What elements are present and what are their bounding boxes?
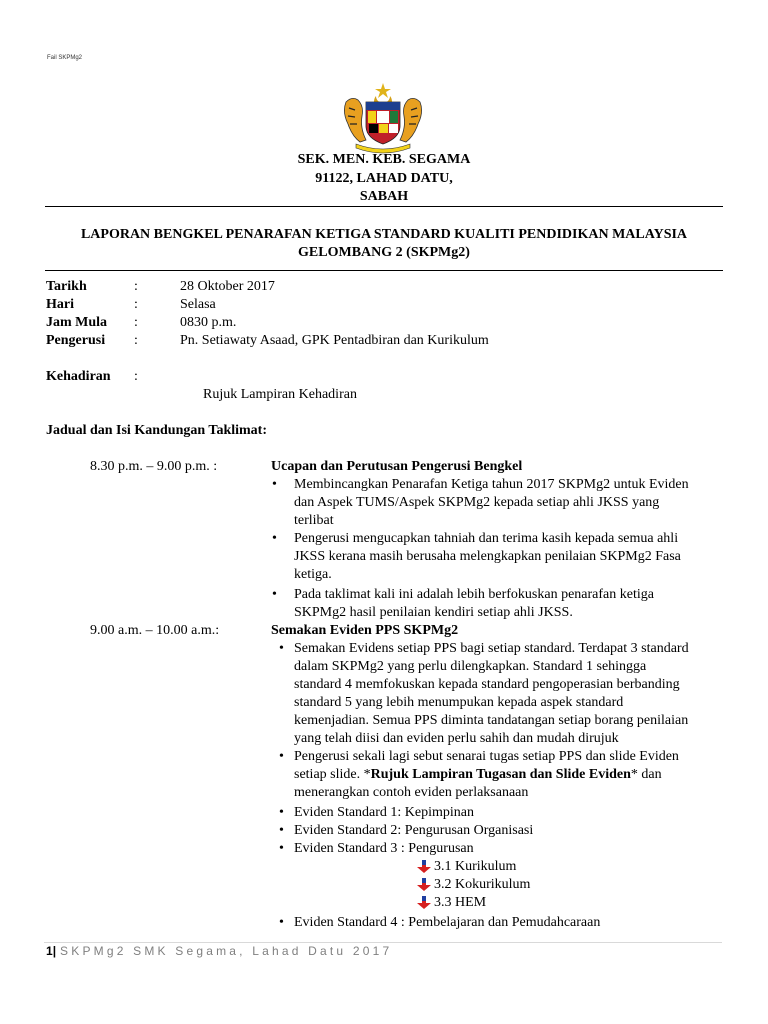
arrow-bullet-icon xyxy=(414,860,434,874)
sub-list-item: 3.1 Kurikulum xyxy=(414,858,516,876)
meta-label: Tarikh xyxy=(46,279,87,294)
bullet-icon: • xyxy=(272,531,277,546)
bullet-icon: • xyxy=(279,915,284,930)
coat-of-arms-icon xyxy=(340,82,426,154)
arrow-bullet-icon xyxy=(414,878,434,892)
bullet-icon: • xyxy=(279,641,284,656)
bullet-icon: • xyxy=(272,587,277,602)
title-divider xyxy=(45,270,723,271)
school-state: SABAH xyxy=(359,189,409,204)
meta-sep: : xyxy=(134,315,138,330)
footer-text: SKPMg2 SMK Segama, Lahad Datu 2017 xyxy=(60,944,393,958)
meta-value: Selasa xyxy=(180,297,216,312)
sub-list-item: 3.3 HEM xyxy=(414,894,486,912)
meta-label: Pengerusi xyxy=(46,333,106,348)
report-title xyxy=(0,226,768,262)
school-postcode: 91122, LAHAD DATU, xyxy=(315,170,453,186)
session2-title: Semakan Eviden PPS SKPMg2 xyxy=(271,623,459,638)
bullet-icon: • xyxy=(279,823,284,838)
meta-sep: : xyxy=(134,333,138,348)
meta-label: Hari xyxy=(46,297,74,312)
meta-label: Jam Mula xyxy=(46,315,108,330)
file-label: Fail SKPMg2 xyxy=(47,55,83,61)
meta-value: 28 Oktober 2017 xyxy=(180,279,275,294)
footer-divider xyxy=(44,942,722,943)
bullet-icon: • xyxy=(272,477,277,492)
bullet-icon: • xyxy=(279,805,284,820)
schedule-heading: Jadual dan Isi Kandungan Taklimat: xyxy=(46,423,267,438)
sub-list-item: 3.2 Kokurikulum xyxy=(414,876,530,894)
school-header xyxy=(0,151,768,207)
session1-title: Ucapan dan Perutusan Pengerusi Bengkel xyxy=(271,459,523,474)
attendance-value: Rujuk Lampiran Kehadiran xyxy=(203,387,357,402)
meta-sep: : xyxy=(134,279,138,294)
report-title-line1: LAPORAN BENGKEL PENARAFAN KETIGA STANDARD KUALITI PENDIDIKAN MALAYSIA xyxy=(80,227,688,242)
appendix-reference: Rujuk Lampiran Tugasan dan Slide Eviden xyxy=(370,767,631,782)
page-footer xyxy=(46,944,392,958)
arrow-bullet-icon xyxy=(414,896,434,910)
footer-separator: | xyxy=(52,944,57,958)
session2-time: 9.00 a.m. – 10.00 a.m.: xyxy=(90,623,220,638)
session1-time: 8.30 p.m. – 9.00 p.m. : xyxy=(90,459,218,474)
meta-value: Pn. Setiawaty Asaad, GPK Pentadbiran dan Kurikulum xyxy=(180,333,489,348)
report-title-line2: GELOMBANG 2 (SKPMg2) xyxy=(298,245,470,260)
meta-sep: : xyxy=(134,297,138,312)
meta-value: 0830 p.m. xyxy=(180,315,237,330)
attendance-label: Kehadiran xyxy=(46,369,111,384)
bullet-icon: • xyxy=(279,841,284,856)
page-number: 1 xyxy=(46,944,53,958)
school-name: SEK. MEN. KEB. SEGAMA xyxy=(297,152,471,167)
bullet-icon: • xyxy=(279,749,284,764)
attendance-sep: : xyxy=(134,369,138,384)
header-divider xyxy=(45,206,723,207)
